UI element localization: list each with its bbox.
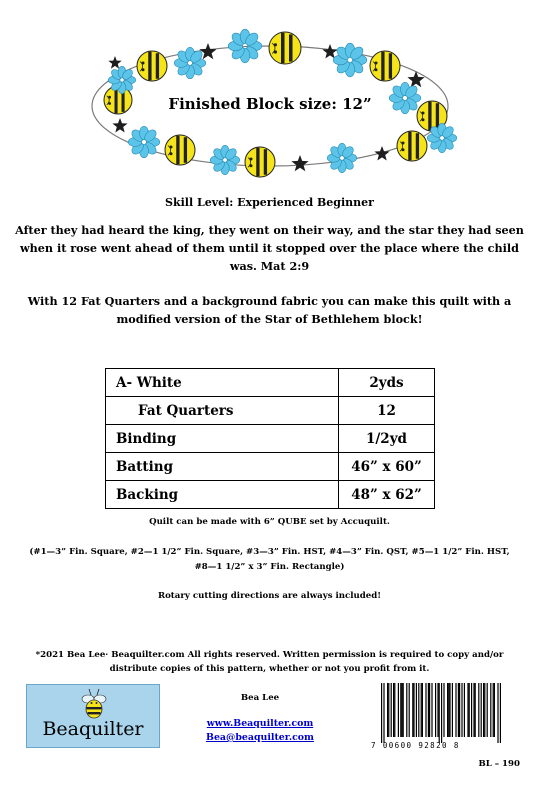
website-link[interactable]: www.Beaquilter.com	[206, 718, 314, 729]
barcode-bar	[401, 683, 402, 737]
barcode-bar	[469, 683, 470, 737]
table-row	[106, 397, 435, 425]
table-row	[106, 481, 435, 509]
flower-icon	[210, 145, 239, 174]
barcode-bar	[484, 683, 485, 737]
barcode-bar	[481, 683, 482, 737]
fabric-item: Batting	[106, 453, 339, 481]
rotary-note: Rotary cutting directions are always included!	[157, 591, 382, 601]
flower-icon	[174, 47, 206, 79]
barcode-bar	[458, 683, 459, 737]
barcode-bar	[409, 683, 410, 737]
barcode-bar	[475, 683, 476, 737]
pattern-code: BL – 190	[478, 759, 520, 769]
flower-icon	[108, 66, 135, 93]
flower-icon	[333, 43, 367, 77]
star-icon	[407, 71, 424, 87]
die-sizes-note: (#1—3” Fin. Square, #2—1 1/2” Fin. Square, #3—3” Fin. HST, #4—3” Fin. QST, #5—1 1/2” Fin. HST, #8—1 1/2” x 3” Fin. Rectangle)	[29, 547, 510, 572]
barcode-bar	[418, 683, 419, 737]
barcode-bar	[464, 683, 465, 737]
email-link[interactable]: Bea@beaquilter.com	[206, 732, 314, 743]
barcode-bar	[467, 683, 468, 737]
author-name: Bea Lee	[240, 693, 280, 703]
barcode-bar	[406, 683, 407, 737]
barcode-bar	[398, 683, 399, 737]
barcode-bar	[412, 683, 413, 737]
scripture-verse: After they had heard the king, they went on their way, and the star they had seen when it rose went ahead of them until it stopped over the place where the child was. Mat 2:9	[15, 223, 524, 273]
bee-icon	[397, 131, 427, 161]
barcode-bar	[425, 683, 426, 737]
barcode-bar	[416, 683, 417, 737]
table-row	[106, 453, 435, 481]
barcode-bar	[393, 683, 394, 737]
bee-icon	[81, 687, 107, 719]
bee-icon	[370, 51, 400, 81]
barcode-bar	[422, 683, 423, 737]
barcode-bar	[473, 683, 474, 737]
barcode-bar	[447, 683, 448, 737]
bee-icon	[269, 32, 301, 64]
fabric-item: Binding	[106, 425, 339, 453]
flower-icon	[327, 143, 356, 172]
barcode-bar	[441, 683, 442, 743]
fabric-item: Fat Quarters	[106, 397, 339, 425]
barcode-bar	[449, 683, 450, 737]
star-icon	[374, 146, 389, 161]
barcode-bar	[459, 683, 460, 737]
logo-text: Beaquilter	[42, 718, 144, 740]
fabric-qty: 12	[339, 397, 435, 425]
table-row	[106, 425, 435, 453]
table-row	[106, 369, 435, 397]
barcode-bar	[500, 683, 501, 743]
barcode-bar	[394, 683, 395, 737]
barcode-bar	[429, 683, 430, 737]
qube-note: Quilt can be made with 6” QUBE set by Accuquilt.	[149, 517, 390, 527]
barcode-number: 7 00600 92820 8	[371, 741, 460, 750]
fabric-item: A- White	[106, 369, 339, 397]
barcode-bar	[381, 683, 382, 743]
barcode-bar	[443, 683, 444, 737]
star-icon	[112, 118, 127, 133]
barcode-bar	[448, 683, 449, 737]
block-size-title: Finished Block size: 12”	[168, 95, 372, 113]
beaquilter-logo	[26, 684, 160, 748]
barcode-bar	[439, 683, 440, 743]
barcode-bar	[383, 683, 384, 743]
barcode-bar	[455, 683, 456, 737]
fabric-item: Backing	[106, 481, 339, 509]
barcode-bar	[493, 683, 494, 737]
fabric-qty: 1/2yd	[339, 425, 435, 453]
copyright-notice: *2021 Bea Lee· Beaquilter.com All rights reserved. Written permission is required to copy and/or distribute copies of this pattern, whether or not you profit from it.	[35, 650, 504, 674]
star-icon	[199, 43, 216, 59]
barcode-bar	[388, 683, 389, 737]
barcode-bar	[413, 683, 414, 737]
barcode-bar	[494, 683, 495, 737]
barcode-bar	[400, 683, 401, 737]
barcode-bar	[483, 683, 484, 737]
flower-icon	[128, 126, 160, 158]
barcode-bar	[461, 683, 462, 737]
fabric-qty: 48” x 62”	[339, 481, 435, 509]
barcode-bar	[421, 683, 422, 737]
bee-icon	[137, 51, 167, 81]
barcode-bar	[497, 683, 498, 743]
fabric-qty: 2yds	[339, 369, 435, 397]
fabric-requirements-table	[105, 368, 435, 509]
barcode-bar	[471, 683, 472, 737]
skill-level: Skill Level: Experienced Beginner	[165, 196, 374, 209]
bee-icon	[245, 147, 275, 177]
barcode-bar	[435, 683, 436, 737]
barcode-bar	[391, 683, 392, 737]
barcode-bar	[428, 683, 429, 737]
intro-text: With 12 Fat Quarters and a background fabric you can make this quilt with a modified version of the Star of Bethlehem block!	[27, 294, 512, 326]
barcode-bar	[437, 683, 438, 737]
star-icon	[291, 155, 308, 171]
barcode-bar	[452, 683, 453, 737]
fabric-qty: 46” x 60”	[339, 453, 435, 481]
barcode-bar	[387, 683, 388, 737]
barcode-bar	[490, 683, 491, 737]
barcode-bar	[431, 683, 432, 737]
star-icon	[108, 56, 121, 69]
barcode	[371, 683, 511, 743]
barcode-bar	[487, 683, 488, 737]
barcode-bar	[478, 683, 479, 737]
bee-icon	[165, 135, 195, 165]
barcode-bar	[403, 683, 404, 737]
flower-icon	[427, 123, 456, 152]
